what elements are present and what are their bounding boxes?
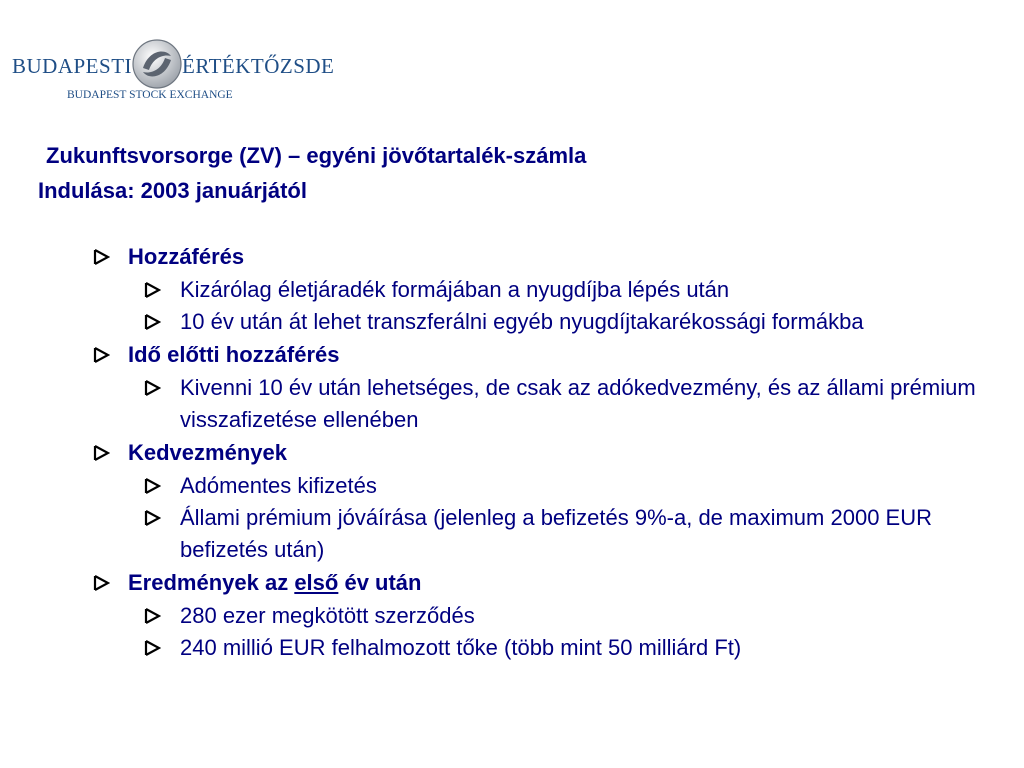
list-item-text: Adómentes kifizetés (180, 473, 377, 498)
slide-subtitle: Indulása: 2003 januárjától (38, 178, 307, 203)
section-heading (0, 240, 1024, 274)
section-heading (0, 566, 1024, 600)
bse-emblem-icon (131, 38, 183, 90)
list-item (0, 306, 1024, 338)
list-item (0, 372, 1024, 436)
list-item-text: Kivenni 10 év után lehetséges, de csak az adókedvezmény, és az állami prémium visszafizetése ellenében (180, 375, 976, 432)
section-heading (0, 436, 1024, 470)
arrow-bullet-icon (93, 436, 110, 470)
logo-left-word: BUDAPESTI (12, 54, 133, 78)
arrow-bullet-icon (144, 306, 161, 338)
logo-subtitle: BUDAPEST STOCK EXCHANGE (67, 89, 233, 101)
list-item (0, 470, 1024, 502)
arrow-bullet-icon (144, 632, 161, 664)
list-item-text: 10 év után át lehet transzferálni egyéb nyugdíjtakarékossági formákba (180, 309, 864, 334)
list-item-text: 280 ezer megkötött szerződés (180, 603, 475, 628)
logo-right-word: ÉRTÉKTŐZSDE (182, 54, 335, 78)
section-heading (0, 338, 1024, 372)
section-title-underlined: első (294, 570, 339, 595)
section-title: Hozzáférés (128, 244, 245, 269)
section-title: Kedvezmények (128, 440, 287, 465)
arrow-bullet-icon (144, 502, 161, 534)
arrow-bullet-icon (144, 470, 161, 502)
section-title-start: Eredmények az (128, 570, 295, 595)
list-item (0, 632, 1024, 664)
arrow-bullet-icon (93, 338, 110, 372)
list-item-text: Kizárólag életjáradék formájában a nyugdíjba lépés után (180, 277, 730, 302)
bullet-list (0, 240, 1024, 664)
arrow-bullet-icon (144, 600, 161, 632)
arrow-bullet-icon (144, 274, 161, 306)
list-item-text: Állami prémium jóváírása (jelenleg a befizetés 9%-a, de maximum 2000 EUR befizetés után) (180, 505, 932, 562)
list-item (0, 502, 1024, 566)
arrow-bullet-icon (93, 566, 110, 600)
slide-title: Zukunftsvorsorge (ZV) – egyéni jövőtartalék-számla (46, 143, 587, 168)
list-item (0, 600, 1024, 632)
arrow-bullet-icon (144, 372, 161, 404)
list-item (0, 274, 1024, 306)
list-item-text: 240 millió EUR felhalmozott tőke (több mint 50 milliárd Ft) (180, 635, 742, 660)
logo (10, 36, 335, 106)
arrow-bullet-icon (93, 240, 110, 274)
section-title-end: év után (338, 570, 422, 595)
section-title: Idő előtti hozzáférés (128, 342, 340, 367)
